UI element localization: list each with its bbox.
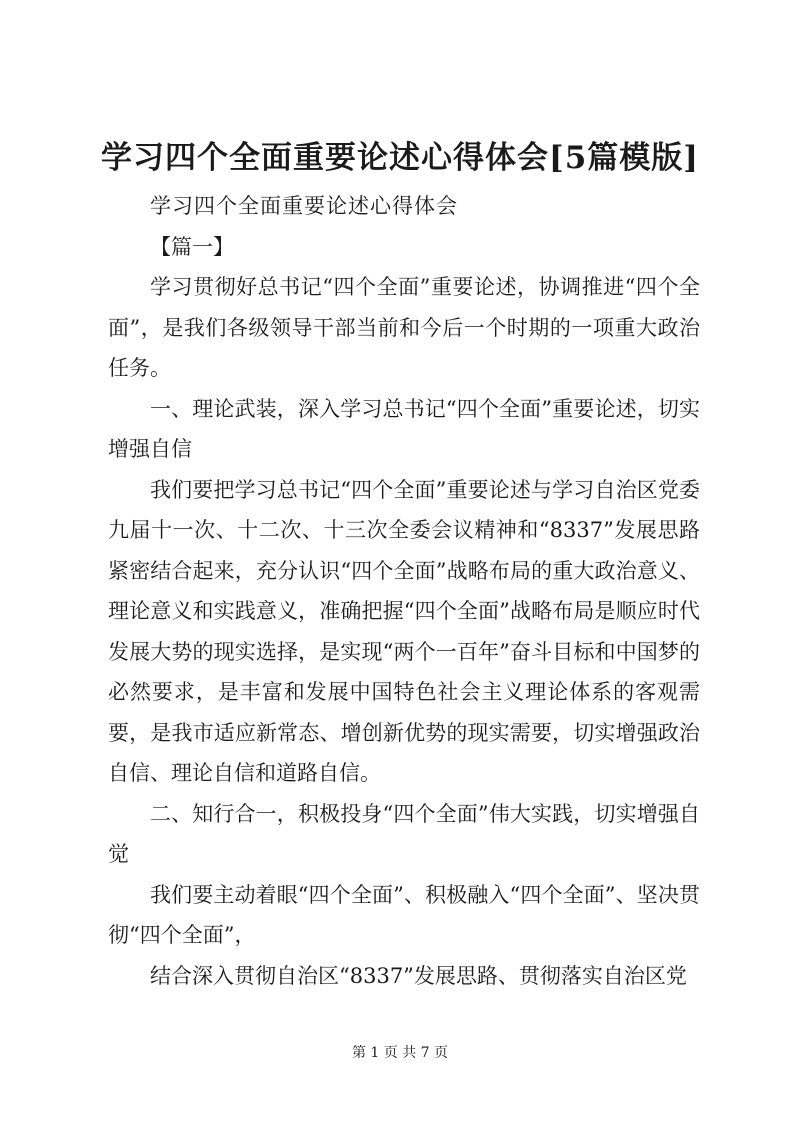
subtitle-paragraph: 学习四个全面重要论述心得体会	[150, 194, 458, 218]
section-heading: 一、理论武装，深入学习总书记“四个全面”重要论述，切实增强自信	[108, 396, 700, 461]
body-paragraph: 结合深入贯彻自治区“8337”发展思路、贯彻落实自治区党	[150, 963, 687, 988]
section-heading: 二、知行合一，积极投身“四个全面”伟大实践，切实增强自觉	[108, 801, 700, 866]
body-paragraph: 学习贯彻好总书记“四个全面”重要论述，协调推进“四个全面”，是我们各级领导干部当前和今后一个时期的一项重大政治任务。	[108, 275, 700, 380]
body-paragraph: 我们要主动着眼“四个全面”、积极融入“四个全面”、坚决贯彻“四个全面”，	[108, 882, 700, 947]
document-body	[108, 186, 700, 996]
page-footer: 第 1 页 共 7 页	[351, 1045, 449, 1061]
document-title: 学习四个全面重要论述心得体会[5篇模版]	[101, 140, 699, 176]
section-label: 【篇一】	[150, 234, 234, 259]
body-paragraph: 我们要把学习总书记“四个全面”重要论述与学习自治区党委九届十一次、十二次、十三次全委会议精神和“8337”发展思路紧密结合起来，充分认识“四个全面”战略布局的重大政治意义、理论意义和实践意义，准确把握“四个全面”战略布局是顺应时代发展大势的现实选择，是实现“两个一百年”奋斗目标和中国梦的必然要求，是丰富和发展中国特色社会主义理论体系的客观需要，是我市适应新常态、增创新优势的现实需要，切实增强政治自信、理论自信和道路自信。	[108, 477, 700, 785]
